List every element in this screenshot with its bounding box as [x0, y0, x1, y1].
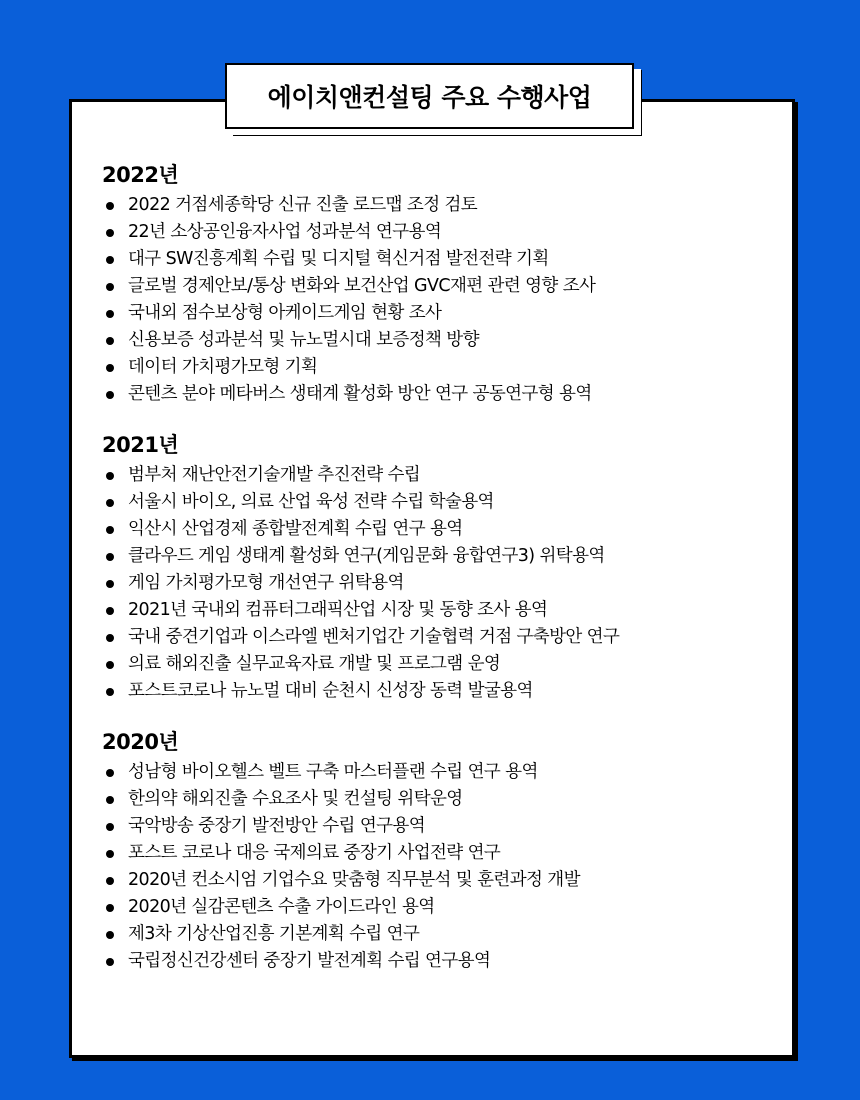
- list-item: [102, 489, 782, 516]
- bullet-icon: [106, 661, 114, 669]
- list-item-text: 성남형 바이오헬스 벨트 구축 마스터플랜 수립 연구 용역: [128, 762, 538, 782]
- list-item-text: 클라우드 게임 생태계 활성화 연구(게임문화 융합연구3) 위탁용역: [128, 546, 605, 566]
- list-item-text: 익산시 산업경제 종합발전계획 수립 연구 용역: [128, 519, 463, 539]
- list-item: [102, 516, 782, 543]
- list-item-text: 2021년 국내외 컴퓨터그래픽산업 시장 및 동향 조사 용역: [128, 600, 548, 620]
- list-item: [102, 678, 782, 705]
- list-item-text: 대구 SW진흥계획 수립 및 디지털 혁신거점 발전전략 기획: [128, 249, 549, 269]
- list-item-text: 2020년 컨소시엄 기업수요 맞춤형 직무분석 및 훈련과정 개발: [128, 870, 580, 890]
- section-2022: [102, 158, 782, 408]
- list-item: [102, 246, 782, 273]
- bullet-icon: [106, 391, 114, 399]
- list-item: [102, 570, 782, 597]
- list-item-text: 의료 해외진출 실무교육자료 개발 및 프로그램 운영: [128, 654, 501, 674]
- list-item-text: 게임 가치평가모형 개선연구 위탁용역: [128, 573, 404, 593]
- bullet-icon: [106, 607, 114, 615]
- bullet-icon: [106, 202, 114, 210]
- project-list: [102, 462, 782, 705]
- bullet-icon: [106, 472, 114, 480]
- list-item: [102, 840, 782, 867]
- bullet-icon: [106, 229, 114, 237]
- bullet-icon: [106, 769, 114, 777]
- bullet-icon: [106, 553, 114, 561]
- title-box: [225, 63, 634, 129]
- section-year: 2020년: [102, 730, 179, 754]
- list-item: [102, 354, 782, 381]
- bullet-icon: [106, 931, 114, 939]
- list-item: [102, 300, 782, 327]
- bullet-icon: [106, 499, 114, 507]
- bullet-icon: [106, 256, 114, 264]
- list-item: [102, 273, 782, 300]
- list-item: [102, 894, 782, 921]
- bullet-icon: [106, 796, 114, 804]
- project-list: [102, 759, 782, 975]
- list-item-text: 제3차 기상산업진흥 기본계획 수립 연구: [128, 924, 420, 944]
- list-item: [102, 597, 782, 624]
- bullet-icon: [106, 526, 114, 534]
- bullet-icon: [106, 634, 114, 642]
- list-item-text: 국악방송 중장기 발전방안 수립 연구용역: [128, 816, 426, 836]
- list-item-text: 22년 소상공인융자사업 성과분석 연구용역: [128, 222, 442, 242]
- list-item-text: 범부처 재난안전기술개발 추진전략 수립: [128, 465, 421, 485]
- list-item: [102, 543, 782, 570]
- bullet-icon: [106, 688, 114, 696]
- list-item-text: 서울시 바이오, 의료 산업 육성 전략 수립 학술용역: [128, 492, 494, 512]
- list-item: [102, 462, 782, 489]
- list-item-text: 포스트 코로나 대응 국제의료 중장기 사업전략 연구: [128, 843, 501, 863]
- list-item-text: 국내외 점수보상형 아케이드게임 현황 조사: [128, 303, 442, 323]
- list-item-text: 신용보증 성과분석 및 뉴노멀시대 보증정책 방향: [128, 330, 479, 350]
- list-item: [102, 192, 782, 219]
- list-item-text: 데이터 가치평가모형 기획: [128, 357, 318, 377]
- list-item: [102, 327, 782, 354]
- list-item: [102, 381, 782, 408]
- list-item: [102, 867, 782, 894]
- list-item-text: 콘텐츠 분야 메타버스 생태계 활성화 방안 연구 공동연구형 용역: [128, 384, 592, 404]
- list-item: [102, 813, 782, 840]
- bullet-icon: [106, 310, 114, 318]
- bullet-icon: [106, 877, 114, 885]
- list-item-text: 2020년 실감콘텐츠 수출 가이드라인 용역: [128, 897, 435, 917]
- list-item: [102, 921, 782, 948]
- section-year: 2021년: [102, 433, 179, 457]
- page-title: 에이치앤컨설팅 주요 수행사업: [267, 83, 592, 112]
- section-2021: [102, 428, 782, 705]
- section-year: 2022년: [102, 163, 179, 187]
- sections-container: [102, 158, 782, 995]
- list-item: [102, 651, 782, 678]
- list-item-text: 국내 중견기업과 이스라엘 벤처기업간 기술협력 거점 구축방안 연구: [128, 627, 620, 647]
- list-item-text: 국립정신건강센터 중장기 발전계획 수립 연구용역: [128, 951, 491, 971]
- section-2020: [102, 725, 782, 975]
- list-item-text: 글로벌 경제안보/통상 변화와 보건산업 GVC재편 관련 영향 조사: [128, 276, 596, 296]
- list-item-text: 포스트코로나 뉴노멀 대비 순천시 신성장 동력 발굴용역: [128, 681, 533, 701]
- list-item-text: 한의약 해외진출 수요조사 및 컨설팅 위탁운영: [128, 789, 463, 809]
- list-item: [102, 948, 782, 975]
- project-list: [102, 192, 782, 408]
- list-item: [102, 624, 782, 651]
- bullet-icon: [106, 904, 114, 912]
- bullet-icon: [106, 364, 114, 372]
- bullet-icon: [106, 337, 114, 345]
- bullet-icon: [106, 850, 114, 858]
- bullet-icon: [106, 823, 114, 831]
- list-item: [102, 219, 782, 246]
- bullet-icon: [106, 283, 114, 291]
- list-item-text: 2022 거점세종학당 신규 진출 로드맵 조정 검토: [128, 195, 478, 215]
- bullet-icon: [106, 958, 114, 966]
- bullet-icon: [106, 580, 114, 588]
- list-item: [102, 786, 782, 813]
- list-item: [102, 759, 782, 786]
